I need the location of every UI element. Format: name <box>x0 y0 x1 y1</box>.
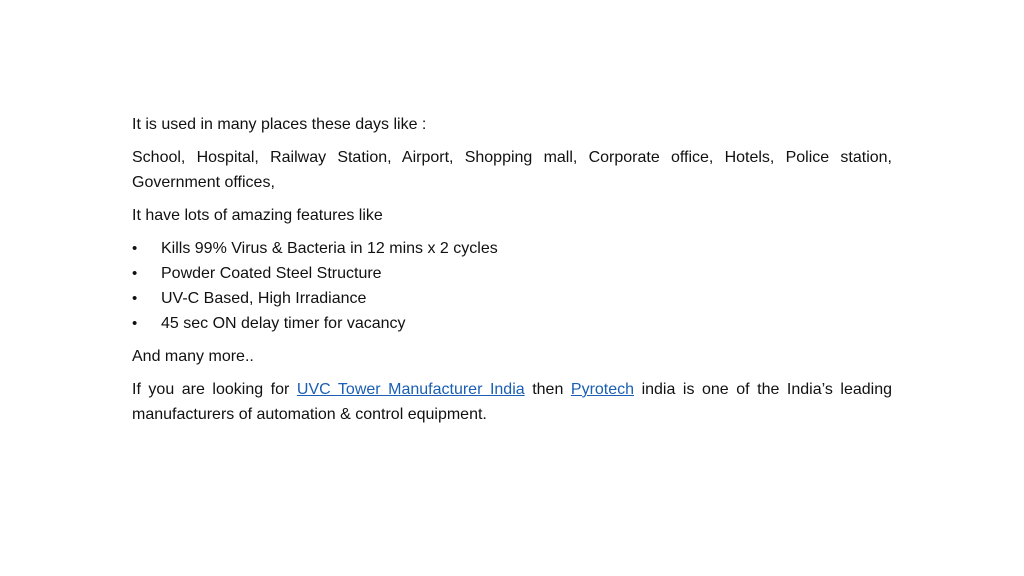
bullet-icon: • <box>132 315 138 332</box>
slide-content <box>132 112 892 427</box>
uvc-tower-link[interactable]: UVC Tower Manufacturer India <box>296 381 525 398</box>
closing-between: then <box>524 381 571 398</box>
feature-label: 45 sec ON delay timer for vacancy <box>161 315 406 332</box>
feature-label: UV-C Based, High Irradiance <box>161 290 367 307</box>
pyrotech-link[interactable]: Pyrotech <box>570 381 635 398</box>
closing-paragraph <box>132 377 892 427</box>
feature-label: Kills 99% Virus & Bacteria in 12 mins x 2 cycles <box>161 240 498 257</box>
bullet-icon: • <box>132 240 138 257</box>
list-item <box>132 261 892 286</box>
list-item <box>132 286 892 311</box>
places-text: School, Hospital, Railway Station, Airport, Shopping mall, Corporate office, Hotels, Police station, Government offices, <box>132 149 892 191</box>
list-item <box>132 311 892 336</box>
closing-after-link: india is one of the India’s leading manufacturers of automation & control equipment. <box>132 381 893 423</box>
features-list <box>132 236 892 336</box>
list-item <box>132 236 892 261</box>
feature-label: Powder Coated Steel Structure <box>161 265 382 282</box>
more-text: And many more.. <box>132 348 254 365</box>
bullet-icon: • <box>132 290 138 307</box>
closing-before-link: If you are looking for <box>132 381 297 398</box>
bullet-icon: • <box>132 265 138 282</box>
intro-text: It is used in many places these days like : <box>132 116 427 133</box>
features-intro-text: It have lots of amazing features like <box>132 207 383 224</box>
